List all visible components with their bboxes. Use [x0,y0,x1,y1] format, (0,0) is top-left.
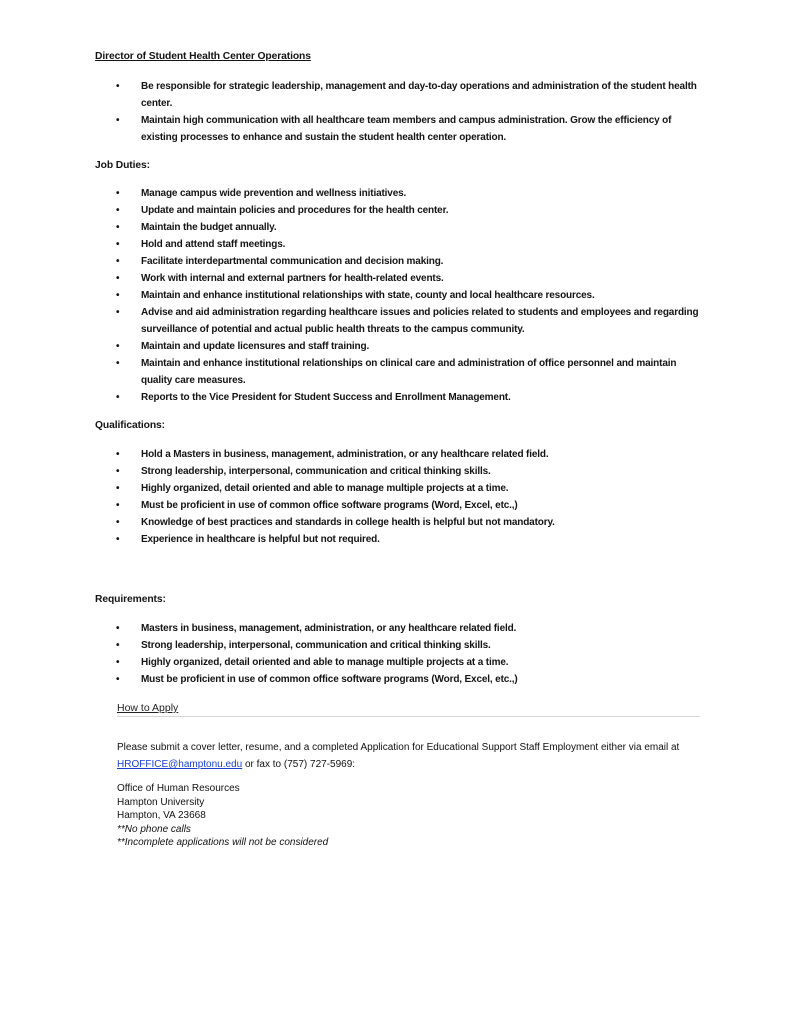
qualifications-heading: Qualifications: [95,420,166,431]
job-duties-list [0,185,701,406]
list-item [0,637,701,654]
list-item-text: Be responsible for strategic leadership, management and day-to-day operations and administration of the student health center. [141,81,697,109]
list-item-text: Strong leadership, interpersonal, communication and critical thinking skills. [141,466,491,477]
bullet-icon: • [116,115,120,126]
list-item [0,185,701,202]
list-item [0,338,701,355]
list-item [0,620,701,637]
list-item-text: Maintain and enhance institutional relationships with state, county and local healthcare resources. [141,290,595,301]
bullet-icon: • [116,358,120,369]
list-item-text: Strong leadership, interpersonal, communication and critical thinking skills. [141,640,491,651]
list-item [0,219,701,236]
bullet-icon: • [116,256,120,267]
bullet-icon: • [116,534,120,545]
list-item [0,654,701,671]
list-item [0,202,701,219]
address-line: Hampton, VA 23668 [117,810,206,821]
bullet-icon: • [116,290,120,301]
requirements-heading: Requirements: [95,594,166,605]
list-item [0,531,701,548]
list-item-text: Knowledge of best practices and standards in college health is helpful but not mandatory. [141,517,555,528]
how-to-apply-title: How to Apply [117,702,179,714]
apply-instructions [117,739,717,773]
list-item [0,514,701,531]
list-item-text: Masters in business, management, administration, or any healthcare related field. [141,623,517,634]
note-incomplete-applications: **Incomplete applications will not be considered [117,837,329,848]
requirements-list [0,620,701,688]
bullet-icon: • [116,341,120,352]
list-item [0,270,701,287]
list-item-text: Must be proficient in use of common office software programs (Word, Excel, etc.,) [141,674,518,685]
mailing-address [117,782,328,850]
bullet-icon: • [116,466,120,477]
bullet-icon: • [116,392,120,403]
list-item [0,287,701,304]
address-line: Office of Human Resources [117,783,240,794]
note-no-phone-calls: **No phone calls [117,823,191,835]
list-item-text: Maintain and enhance institutional relationships on clinical care and administration of office personnel and maintain quality care measures. [141,358,677,386]
bullet-icon: • [116,239,120,250]
section-divider [117,716,700,717]
list-item-text: Must be proficient in use of common office software programs (Word, Excel, etc.,) [141,500,518,511]
list-item [0,355,701,389]
address-line: Hampton University [117,796,205,808]
list-item-text: Hold and attend staff meetings. [141,239,286,250]
apply-text-before: Please submit a cover letter, resume, and a completed Application for Educational Support Staff Employment either via email at [117,742,680,753]
list-item [0,78,701,112]
page-title: Director of Student Health Center Operations [95,51,311,62]
list-item-text: Facilitate interdepartmental communication and decision making. [141,256,444,267]
list-item [0,446,701,463]
list-item [0,497,701,514]
bullet-icon: • [116,449,120,460]
job-duties-heading: Job Duties: [95,160,150,171]
apply-text-after: or fax to (757) 727-5969: [242,759,356,770]
list-item-text: Highly organized, detail oriented and able to manage multiple projects at a time. [141,657,509,668]
summary-list [0,78,701,146]
list-item-text: Advise and aid administration regarding healthcare issues and policies related to students and employees and regarding surveillance of potential and actual public health threats to the campus community. [141,307,699,335]
list-item-text: Maintain the budget annually. [141,222,277,233]
bullet-icon: • [116,517,120,528]
list-item-text: Manage campus wide prevention and wellness initiatives. [141,188,407,199]
bullet-icon: • [116,657,120,668]
list-item-text: Highly organized, detail oriented and able to manage multiple projects at a time. [141,483,509,494]
bullet-icon: • [116,640,120,651]
list-item-text: Experience in healthcare is helpful but not required. [141,534,380,545]
qualifications-list [0,446,701,548]
list-item-text: Reports to the Vice President for Student Success and Enrollment Management. [141,392,511,403]
bullet-icon: • [116,81,120,92]
list-item-text: Hold a Masters in business, management, administration, or any healthcare related field. [141,449,549,460]
list-item [0,112,701,146]
list-item [0,463,701,480]
list-item-text: Maintain high communication with all healthcare team members and campus administration. Grow the efficiency of existing processes to enhance and sustain the student health center operation. [141,115,672,143]
list-item [0,671,701,688]
email-link[interactable]: HROFFICE@hamptonu.edu [117,759,243,770]
bullet-icon: • [116,222,120,233]
list-item-text: Update and maintain policies and procedures for the health center. [141,205,449,216]
list-item [0,253,701,270]
bullet-icon: • [116,483,120,494]
bullet-icon: • [116,307,120,318]
bullet-icon: • [116,623,120,634]
bullet-icon: • [116,273,120,284]
bullet-icon: • [116,188,120,199]
list-item [0,236,701,253]
list-item [0,389,701,406]
bullet-icon: • [116,500,120,511]
list-item [0,304,701,338]
bullet-icon: • [116,205,120,216]
list-item-text: Work with internal and external partners for health-related events. [141,273,444,284]
list-item [0,480,701,497]
list-item-text: Maintain and update licensures and staff training. [141,341,370,352]
bullet-icon: • [116,674,120,685]
